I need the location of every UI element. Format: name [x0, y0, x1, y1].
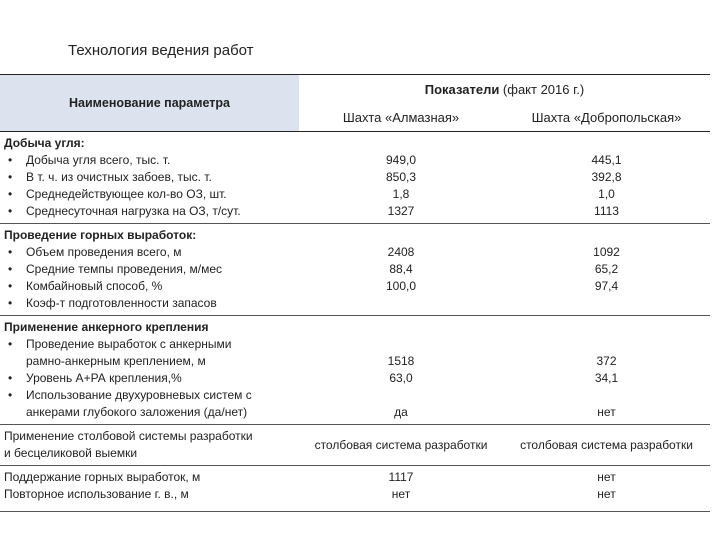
table-row-coal-mining: [0, 132, 710, 224]
value-cell-mine1: 1117 нет: [299, 466, 503, 512]
table-row-pillar-system: [0, 425, 710, 466]
value-cell-mine2: столбовая система разработки: [503, 425, 710, 466]
mine-almaznaya-header: Шахта «Алмазная»: [299, 104, 503, 132]
list-item: • В т. ч. из очистных забоев, тыс. т.: [8, 170, 212, 184]
param-cell: Применение анкерного крепления • Проведение выработок с анкерными рамно-анкерным креплением, м • Уровень А+РА крепления,% • Использование двухуровневых систем с анкерами глубокого заложения (да/нет): [0, 316, 299, 425]
table-row-maintenance: [0, 466, 710, 512]
list-item: • Объем проведения всего, м: [8, 245, 182, 259]
table-row-mine-workings: [0, 224, 710, 316]
param-header: Наименование параметра: [0, 75, 299, 132]
param-cell: Добыча угля: • Добыча угля всего, тыс. т. • В т. ч. из очистных забоев, тыс. т. • Среднедействующее кол-во ОЗ, шт. • Среднесуточная нагрузка на ОЗ, т/сут.: [0, 132, 299, 224]
page-title: Технология ведения работ: [68, 42, 254, 59]
header-row: [0, 75, 710, 104]
value-cell-mine2: 372 34,1 нет: [503, 316, 710, 425]
value-cell-mine1: 1518 63,0 да: [299, 316, 503, 425]
list-item: • Среднесуточная нагрузка на ОЗ, т/сут.: [8, 204, 241, 218]
work-technology-table: [0, 74, 710, 512]
param-cell: Применение столбовой системы разработки и бесцеликовой выемки: [0, 425, 299, 466]
value-cell-mine2: 445,1 392,8 1,0 1113: [503, 132, 710, 224]
value-cell-mine1: 949,0 850,3 1,8 1327: [299, 132, 503, 224]
list-item: • Использование двухуровневых систем с анкерами глубокого заложения (да/нет): [8, 388, 252, 419]
list-item: • Проведение выработок с анкерными рамно-анкерным креплением, м: [8, 337, 232, 368]
value-cell-mine1: столбовая система разработки: [299, 425, 503, 466]
list-item: • Добыча угля всего, тыс. т.: [8, 153, 171, 167]
param-cell: Проведение горных выработок: • Объем проведения всего, м • Средние темпы проведения, м/мес • Комбайновый способ, % • Коэф-т подготовленности запасов: [0, 224, 299, 316]
table-row-anchor-support: [0, 316, 710, 425]
param-cell: Поддержание горных выработок, м Повторное использование г. в., м: [0, 466, 299, 512]
list-item: • Коэф-т подготовленности запасов: [8, 296, 217, 310]
value-cell-mine1: 2408 88,4 100,0: [299, 224, 503, 316]
list-item: • Комбайновый способ, %: [8, 279, 163, 293]
indicators-header: Показатели (факт 2016 г.): [299, 75, 710, 104]
value-cell-mine2: 1092 65,2 97,4: [503, 224, 710, 316]
list-item: • Средние темпы проведения, м/мес: [8, 262, 223, 276]
mine-dobropolskaya-header: Шахта «Добропольская»: [503, 104, 710, 132]
value-cell-mine2: нет нет: [503, 466, 710, 512]
list-item: • Уровень А+РА крепления,%: [8, 371, 182, 385]
list-item: • Среднедействующее кол-во ОЗ, шт.: [8, 187, 227, 201]
